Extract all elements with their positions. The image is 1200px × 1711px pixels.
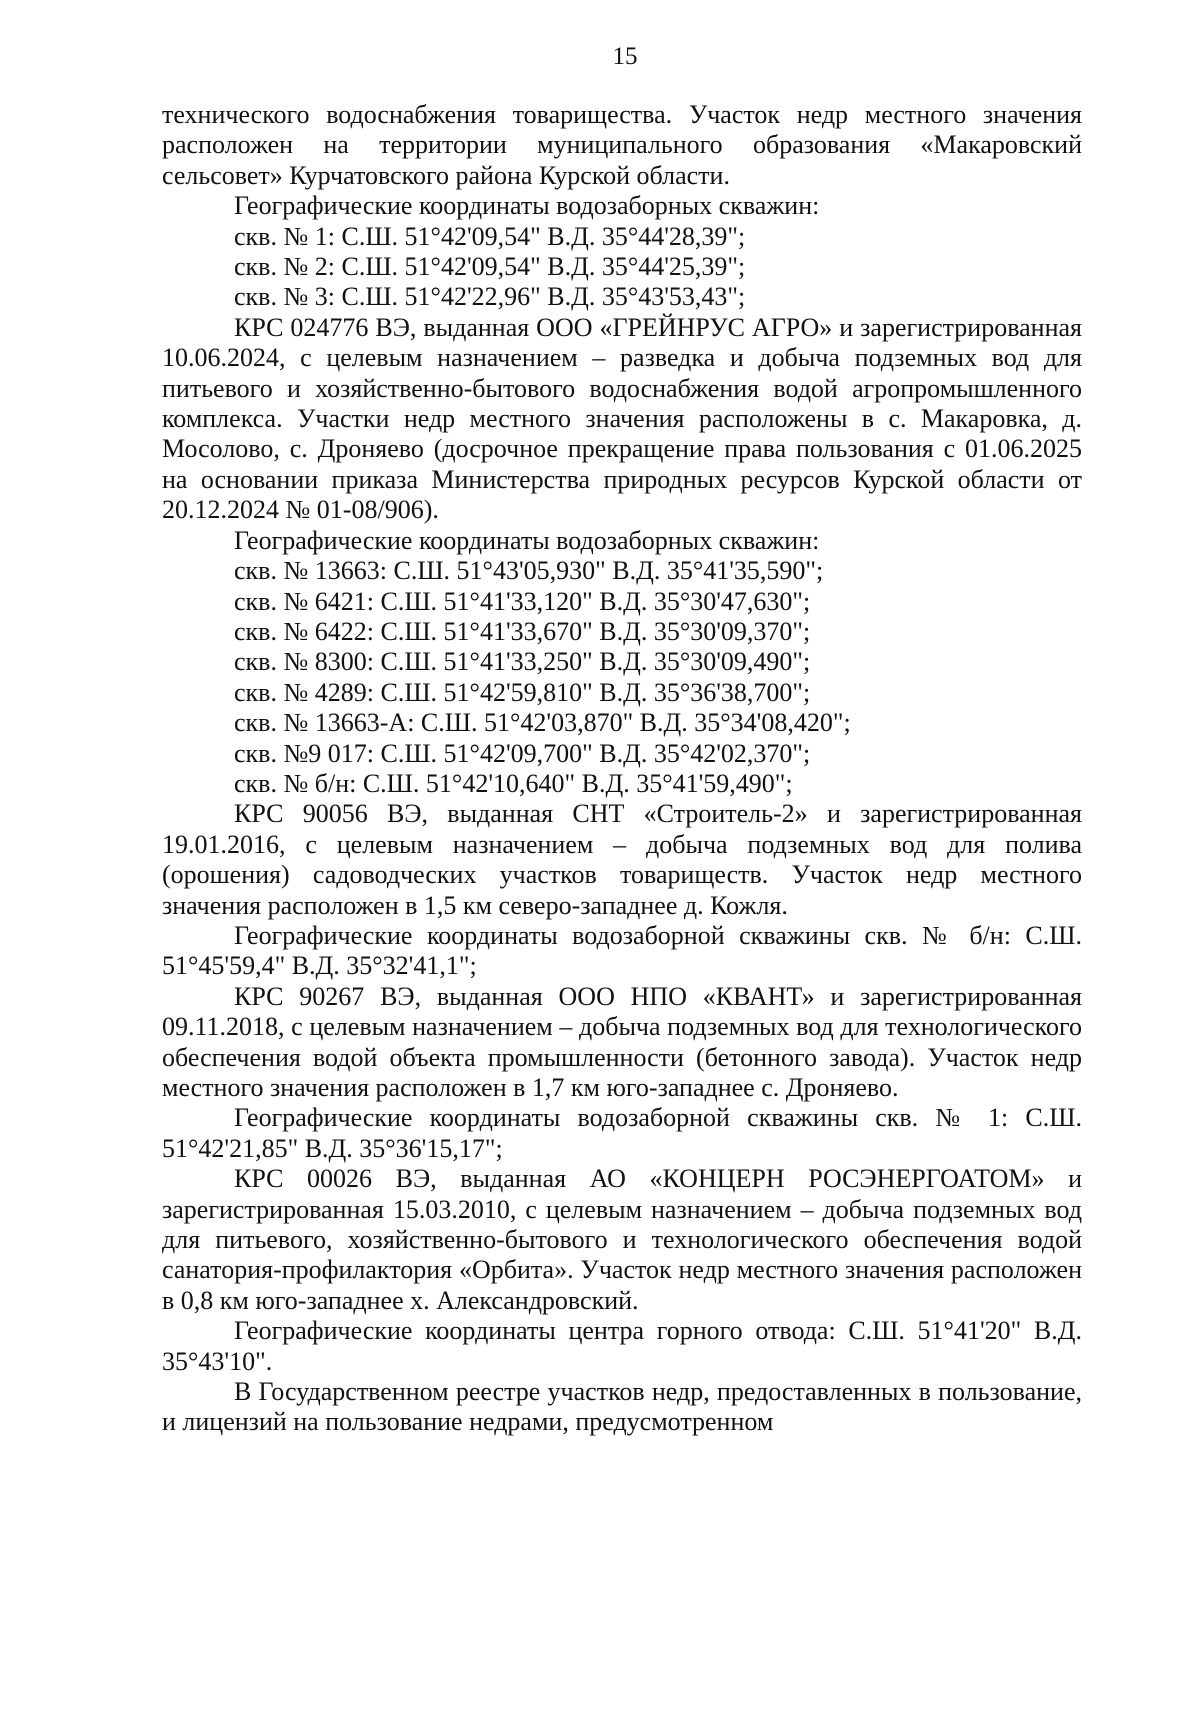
well-coordinate-paragraph: Географические координаты водозаборной скважины скв. № б/н: С.Ш. 51°45'59,4" В.Д. 35°32'41,1"; <box>162 920 1082 981</box>
well-coordinate-line: скв. №9 017: С.Ш. 51°42'09,700" В.Д. 35°42'02,370"; <box>234 738 811 768</box>
license-paragraph: КРС 00026 ВЭ, выданная АО «КОНЦЕРН РОСЭНЕРГОАТОМ» и зарегистрированная 15.03.2010, с целевым назначением – добыча подземных вод для питьевого, хозяйственно-бытового и технологического обеспечения водой санатория-профилактория «Орбита». Участок недр местного значения расположен в 0,8 км юго-западнее х. Александровский. <box>162 1164 1082 1315</box>
paragraph-coordinates-heading: Географические координаты водозаборных скважин: <box>234 525 820 555</box>
paragraph-continuation: технического водоснабжения товарищества. Участок недр местного значения расположен на территории муниципального образования «Макаровский сельсовет» Курчатовского района Курской области. <box>162 100 1082 190</box>
well-coordinate-line: скв. № 4289: С.Ш. 51°42'59,810" В.Д. 35°36'38,700"; <box>234 677 811 707</box>
document-body <box>162 100 1082 1438</box>
well-coordinate-line: скв. № 6421: С.Ш. 51°41'33,120" В.Д. 35°30'47,630"; <box>234 586 811 616</box>
well-coordinate-line: скв. № б/н: С.Ш. 51°42'10,640" В.Д. 35°41'59,490"; <box>234 768 793 798</box>
well-coordinate-line: скв. № 13663: С.Ш. 51°43'05,930" В.Д. 35°41'35,590"; <box>234 556 824 586</box>
well-coordinate-line: скв. № 2: С.Ш. 51°42'09,54" В.Д. 35°44'25,39"; <box>234 252 746 282</box>
well-coordinate-line: скв. № 8300: С.Ш. 51°41'33,250" В.Д. 35°30'09,490"; <box>234 647 811 677</box>
well-coordinate-line: скв. № 6422: С.Ш. 51°41'33,670" В.Д. 35°30'09,370"; <box>234 616 811 646</box>
well-coordinate-paragraph: Географические координаты центра горного отвода: С.Ш. 51°41'20" В.Д. 35°43'10". <box>162 1316 1082 1376</box>
page-number: 15 <box>612 43 638 70</box>
license-paragraph: КРС 024776 ВЭ, выданная ООО «ГРЕЙНРУС АГРО» и зарегистрированная 10.06.2024, с целевым назначением – разведка и добыча подземных вод для питьевого и хозяйственно-бытового водоснабжения водой агропромышленного комплекса. Участки недр местного значения расположены в с. Макаровка, д. Мосолово, с. Дроняево (досрочное прекращение права пользования с 01.06.2025 на основании приказа Министерства природных ресурсов Курской области от 20.12.2024 № 01-08/906). <box>162 312 1082 525</box>
paragraph-coordinates-heading: Географические координаты водозаборных скважин: <box>234 191 820 221</box>
license-paragraph: КРС 90056 ВЭ, выданная СНТ «Строитель-2» и зарегистрированная 19.01.2016, с целевым назначением – добыча подземных вод для полива (орошения) садоводческих участков товариществ. Участок недр местного значения расположен в 1,5 км северо-западнее д. Кожля. <box>162 799 1082 920</box>
well-coordinate-paragraph: Географические координаты водозаборной скважины скв. № 1: С.Ш. 51°42'21,85" В.Д. 35°36'15,17"; <box>162 1103 1082 1163</box>
well-coordinate-line: скв. № 1: С.Ш. 51°42'09,54" В.Д. 35°44'28,39"; <box>234 221 746 251</box>
well-coordinate-line: скв. № 3: С.Ш. 51°42'22,96" В.Д. 35°43'53,43"; <box>234 282 746 312</box>
registry-paragraph: В Государственном реестре участков недр, предоставленных в пользование, и лицензий на пользование недрами, предусмотренном <box>162 1377 1082 1437</box>
well-coordinate-line: скв. № 13663-А: С.Ш. 51°42'03,870" В.Д. 35°34'08,420"; <box>234 708 851 738</box>
license-paragraph: КРС 90267 ВЭ, выданная ООО НПО «КВАНТ» и зарегистрированная 09.11.2018, с целевым назначением – добыча подземных вод для технологического обеспечения водой объекта промышленности (бетонного завода). Участок недр местного значения расположен в 1,7 км юго-западнее с. Дроняево. <box>162 981 1082 1102</box>
